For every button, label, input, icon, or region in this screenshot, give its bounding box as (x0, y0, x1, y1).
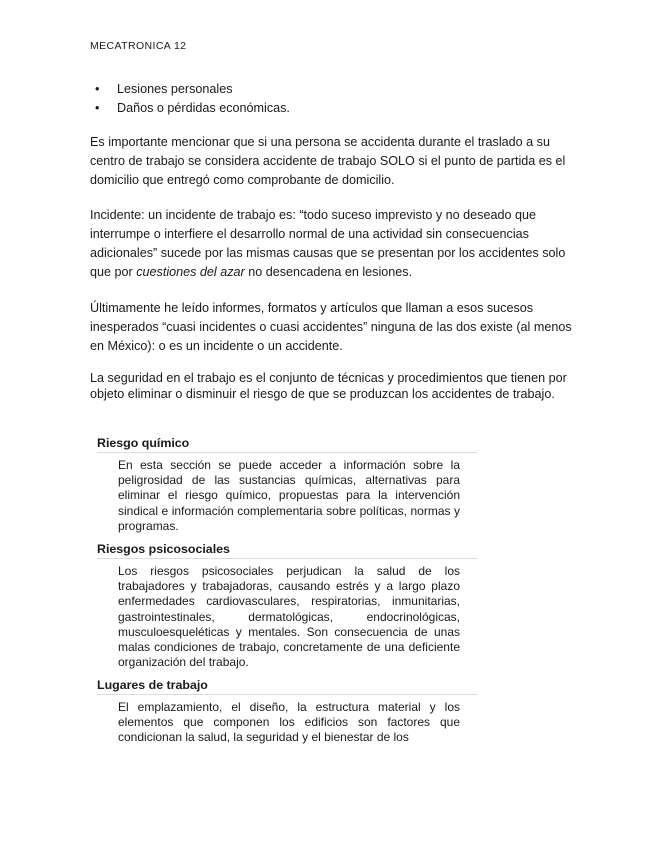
paragraph-incidente (90, 206, 575, 282)
section-body-riesgos-psicosociales: Los riesgos psicosociales perjudican la salud de los trabajadores y trabajadoras, causando estrés y a largo plazo enfermedades cardiovasculares, respiratorias, inmunitarias, gastrointestinales, dermatológicas, endocrinológicas, musculoesqueléticas y mentales. Son consecuencia de unas malas condiciones de trabajo, concretamente de una deficiente organización del trabajo. (118, 564, 460, 670)
incidente-text-end: no desencadena en lesiones. (244, 265, 413, 279)
incidente-text: Incidente: un incidente de trabajo es: “todo suceso imprevisto y no deseado que interrumpe o interfiere el desarrollo normal de una actividad sin consecuencias adicionales” sucede por las mismas causas que se presentan por los accidentes solo que por (90, 208, 566, 279)
list-item-text: Lesiones personales (117, 82, 233, 96)
section-title-lugares-de-trabajo: Lugares de trabajo (97, 678, 477, 695)
list-item-text: Daños o pérdidas económicas. (117, 101, 290, 115)
page-header: MECATRONICA 12 (90, 40, 187, 52)
section-body-riesgo-quimico: En esta sección se puede acceder a información sobre la peligrosidad de las sustancias químicas, alternativas para eliminar el riesgo químico, propuestas para la intervención sindical e información complementaria sobre políticas, normas y programas. (118, 458, 460, 533)
section-body-lugares-de-trabajo: El emplazamiento, el diseño, la estructura material y los elementos que componen los edificios son factores que condicionan la salud, la seguridad y el bienestar de los (118, 700, 460, 745)
bullet-list (95, 80, 290, 118)
paragraph-ultimamente: Últimamente he leído informes, formatos y artículos que llaman a esos sucesos inesperados “cuasi incidentes o cuasi accidentes” ninguna de las dos existe (al menos en México): o es un incidente o un accidente. (90, 301, 572, 353)
list-item (95, 99, 290, 118)
section-title-riesgo-quimico: Riesgo químico (97, 436, 477, 453)
list-item (95, 80, 290, 99)
section-title-riesgos-psicosociales: Riesgos psicosociales (97, 542, 477, 559)
paragraph-seguridad: La seguridad en el trabajo es el conjunto de técnicas y procedimientos que tienen por objeto eliminar o disminuir el riesgo de que se produzcan los accidentes de trabajo. (90, 371, 567, 401)
bullet-marker: • (95, 82, 100, 96)
paragraph-traslado: Es importante mencionar que si una persona se accidenta durante el traslado a su centro de trabajo se considera accidente de trabajo SOLO si el punto de partida es el domicilio que entregó como comprobante de domicilio. (90, 135, 566, 187)
incidente-italic-text: cuestiones del azar (136, 265, 245, 279)
bullet-marker: • (95, 101, 100, 115)
